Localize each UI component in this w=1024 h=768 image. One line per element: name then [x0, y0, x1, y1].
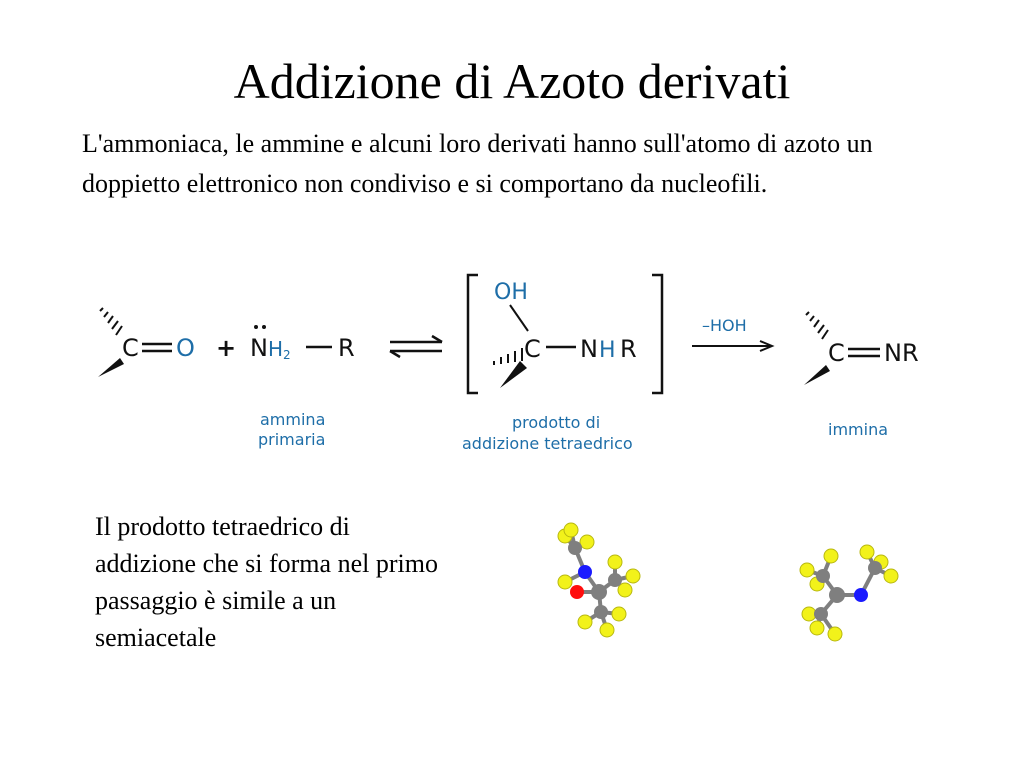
- carbon-atom: [814, 607, 828, 621]
- carbon-atom: C: [122, 334, 139, 362]
- label-immina: immina: [828, 420, 889, 439]
- oxygen-atom: [570, 585, 584, 599]
- oxygen-atom: O: [176, 334, 195, 362]
- carbon-atom: [608, 573, 622, 587]
- r-group: R: [620, 335, 637, 363]
- hydrogen-atom: [612, 607, 626, 621]
- nr-group: NR: [884, 339, 919, 367]
- label-addizione-tetraedrico: addizione tetraedrico: [462, 434, 633, 453]
- bond-to-oh: [510, 305, 528, 331]
- nitrogen-atom: N: [580, 335, 598, 363]
- hashed-wedge-bond: [494, 348, 522, 365]
- nitrogen-atom: [854, 588, 868, 602]
- tetrahedral-intermediate-model: [545, 520, 655, 640]
- page-title: Addizione di Azoto derivati: [233, 53, 791, 109]
- hydrogen-atom: [810, 621, 824, 635]
- r-group: R: [338, 334, 355, 362]
- carbon-atom: C: [524, 335, 541, 363]
- hydrogen-atom: [884, 569, 898, 583]
- carbonyl-reactant: [98, 308, 195, 377]
- tetrahedral-intermediate: [494, 280, 637, 388]
- hashed-wedge-bond: [806, 312, 828, 339]
- lone-pair-dot: [254, 325, 258, 329]
- carbon-atom: C: [828, 339, 845, 367]
- carbon-atom: [829, 587, 845, 603]
- hydrogen-atom: [580, 535, 594, 549]
- right-bracket: [652, 275, 662, 393]
- left-bracket: [468, 275, 478, 393]
- hydroxyl-group: OH: [494, 280, 528, 305]
- primary-amine: [250, 325, 355, 362]
- elimination-arrow: [692, 316, 772, 351]
- solid-wedge-bond: [500, 361, 527, 388]
- hydrogen-atom: H: [268, 337, 284, 361]
- hydrogen-atom: [802, 607, 816, 621]
- reaction-scheme: [80, 265, 950, 485]
- hydrogen-atom: [600, 623, 614, 637]
- carbon-atom: [816, 569, 830, 583]
- subscript-2: 2: [283, 348, 291, 362]
- nitrogen-atom: N: [250, 334, 268, 362]
- hashed-wedge-bond: [100, 308, 122, 335]
- plus-sign: +: [216, 334, 237, 362]
- hydrogen-atom: [800, 563, 814, 577]
- hydrogen-atom: [860, 545, 874, 559]
- hydrogen-atom: [578, 615, 592, 629]
- hydrogen-atom: [618, 583, 632, 597]
- intro-paragraph: L'ammoniaca, le ammine e alcuni loro derivati hanno sull'atomo di azoto un doppietto elettronico non condiviso e si comportano da nucleofili.: [82, 129, 873, 198]
- label-prodotto-di: prodotto di: [512, 413, 601, 432]
- carbon-atom: [591, 584, 607, 600]
- solid-wedge-bond: [804, 365, 830, 385]
- hydrogen-atom: H: [599, 338, 616, 363]
- carbon-atom: [568, 541, 582, 555]
- solid-wedge-bond: [98, 358, 124, 377]
- carbon-atom: [868, 561, 882, 575]
- label-ammina: ammina: [260, 410, 326, 429]
- equilibrium-arrows: [390, 336, 442, 357]
- carbon-atom: [594, 605, 608, 619]
- hydrogen-atom: [626, 569, 640, 583]
- nitrogen-atom: [578, 565, 592, 579]
- hydrogen-atom: [564, 523, 578, 537]
- hydrogen-atom: [824, 549, 838, 563]
- imine-model: [795, 540, 905, 645]
- caption-paragraph: Il prodotto tetraedrico di addizione che si forma nel primo passaggio è simile a un semiacetale: [95, 512, 438, 652]
- imine-product: [804, 312, 919, 385]
- arrow-label: –HOH: [702, 316, 747, 335]
- hydrogen-atom: [558, 575, 572, 589]
- label-primaria: primaria: [258, 430, 326, 449]
- hydrogen-atom: [608, 555, 622, 569]
- hydrogen-atom: [828, 627, 842, 641]
